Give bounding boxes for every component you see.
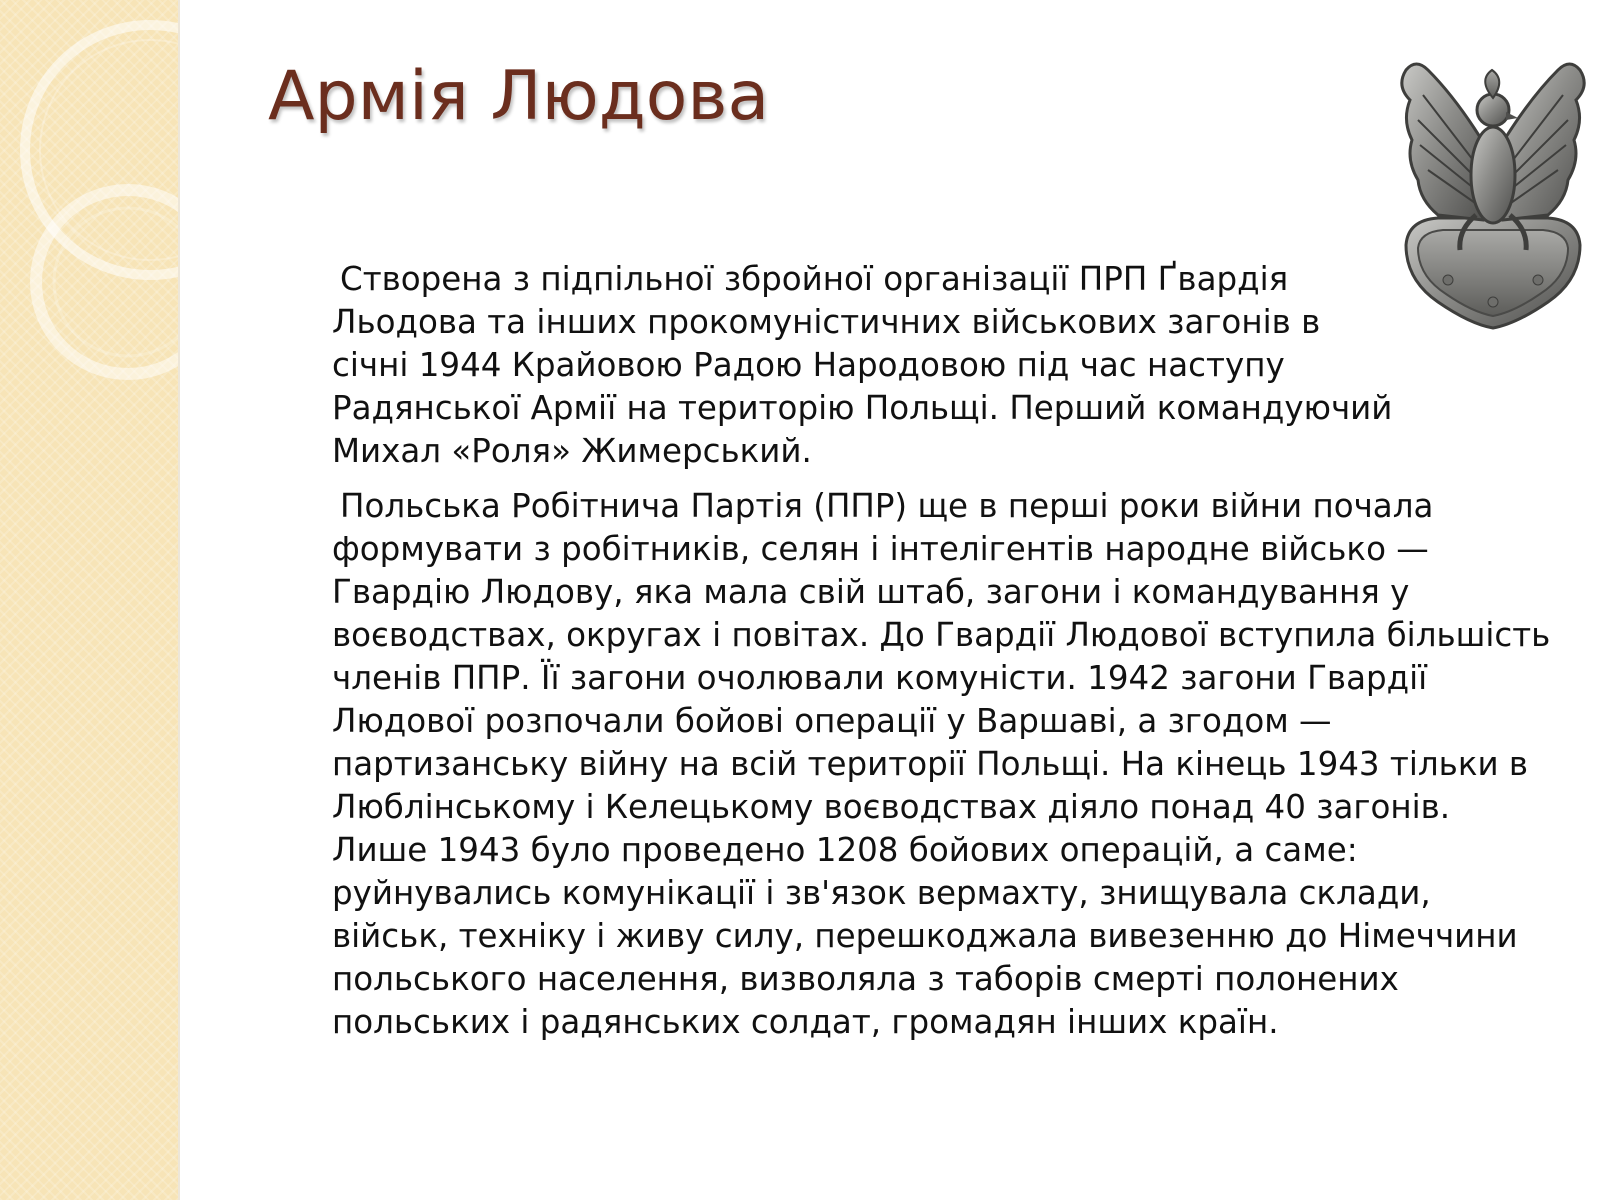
small-ring: [36, 190, 178, 374]
paragraph-army-formation: Створена з підпільної збройної організації ПРП Ґвардія Льодова та інших прокомуністичних військових загонів в січні 1944 Крайовою Радою Народовою під час наступу Радянської Армії на територію Польщі. Перший командуючий Михал «Роля» Жимерський.: [332, 260, 1393, 470]
small-ring-inner: [54, 208, 178, 356]
slide-body: [332, 258, 1552, 1056]
decorative-rings: [0, 0, 178, 1200]
decorative-side-panel: [0, 0, 180, 1200]
slide-title: Армія Людова: [268, 57, 770, 136]
paragraph-guard-history: Польська Робітнича Партія (ППР) ще в перші роки війни почала формувати з робітників, селян і інтелігентів народне військо — Гвардію Людову, яка мала свій штаб, загони і командування у воєводствах, округах і повітах. До Гвардії Людової вступила більшість членів ППР. Її загони очолювали комуністи. 1942 загони Гвардії Людової розпочали бойові операції у Варшаві, а згодом — партизанську війну на всій території Польщі. На кінець 1943 тільки в Люблінському і Келецькому воєводствах діяло понад 40 загонів. Лише 1943 було проведено 1208 бойових операцій, а саме: руйнувались комунікації і зв'язок вермахту, знищувала склади, військ, техніку і живу силу, перешкоджала вивезенню до Німеччини польського населення, визволяла з таборів смерті полонених польських і радянських солдат, громадян інших країн.: [332, 487, 1551, 1041]
